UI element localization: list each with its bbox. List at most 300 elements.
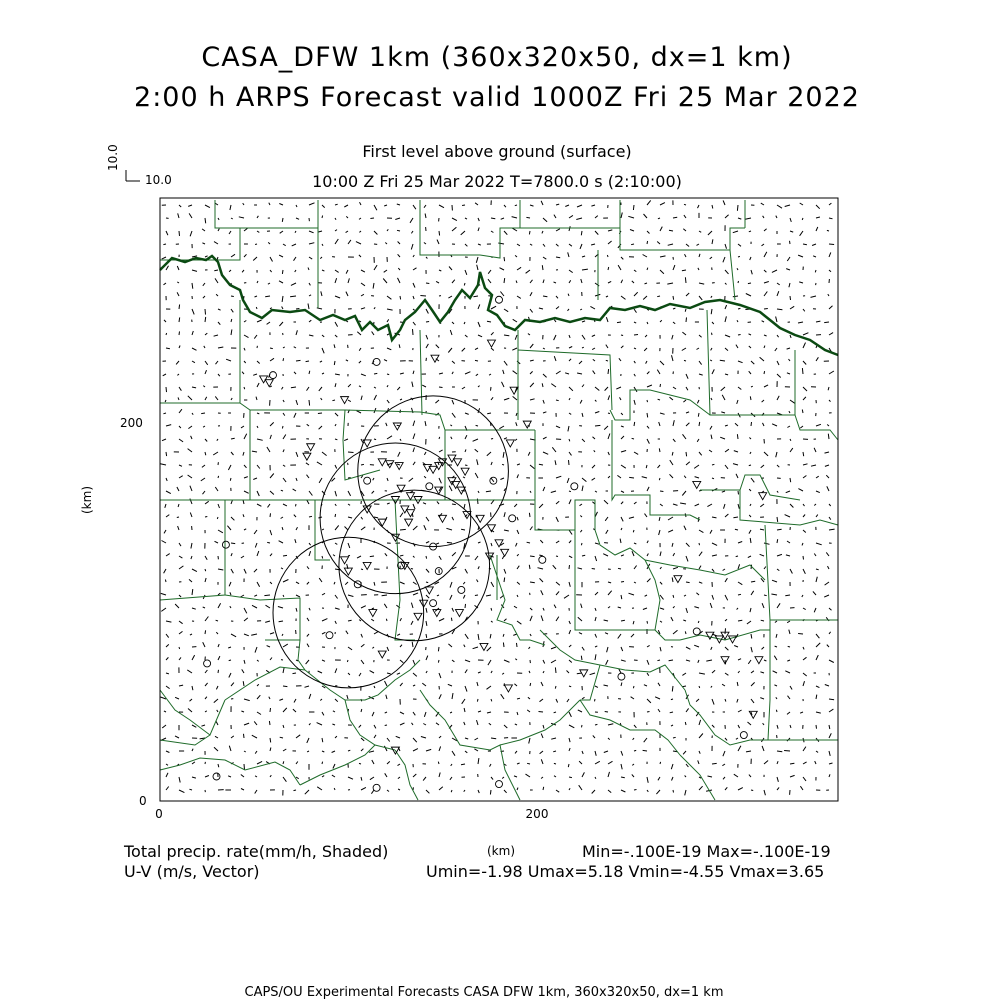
wind-vector-arrow bbox=[515, 724, 517, 725]
wind-vector-arrow bbox=[595, 231, 598, 235]
wind-vector-arrow bbox=[595, 654, 596, 660]
wind-vector-arrow bbox=[216, 361, 219, 364]
wind-vector-arrow bbox=[228, 776, 231, 777]
wind-vector-arrow bbox=[539, 504, 543, 508]
wind-vector-arrow bbox=[319, 478, 322, 483]
wind-vector-arrow bbox=[541, 590, 543, 595]
wind-vector-arrow bbox=[270, 308, 272, 309]
wind-vector-arrow bbox=[465, 270, 467, 275]
wind-vector-arrow bbox=[671, 764, 673, 769]
wind-vector-arrow bbox=[423, 503, 426, 504]
wind-vector-arrow bbox=[371, 790, 374, 794]
wind-vector-arrow bbox=[568, 764, 569, 767]
wind-vector-arrow bbox=[424, 452, 426, 455]
wind-vector-arrow bbox=[257, 491, 259, 496]
wind-vector-arrow bbox=[213, 452, 218, 455]
wind-vector-arrow bbox=[542, 231, 543, 233]
wind-vector-arrow bbox=[803, 569, 805, 574]
wind-vector-arrow bbox=[595, 608, 596, 611]
wind-vector-arrow bbox=[517, 474, 519, 478]
wind-vector-arrow bbox=[595, 686, 598, 687]
wind-vector-arrow bbox=[257, 582, 260, 587]
wind-vector-arrow bbox=[699, 686, 700, 688]
wind-vector-arrow bbox=[166, 751, 169, 753]
wind-vector-arrow bbox=[192, 309, 194, 314]
wind-vector-arrow bbox=[530, 582, 535, 583]
wind-vector-arrow bbox=[307, 387, 310, 391]
wind-vector-arrow bbox=[621, 790, 625, 792]
county-boundaries bbox=[160, 200, 838, 800]
wind-vector-arrow bbox=[413, 434, 415, 440]
wind-vector-arrow bbox=[426, 283, 429, 284]
wind-vector-arrow bbox=[488, 279, 491, 283]
wind-vector-arrow bbox=[816, 577, 817, 582]
wind-vector-arrow bbox=[590, 673, 595, 675]
wind-vector-arrow bbox=[252, 451, 257, 452]
wind-vector-arrow bbox=[502, 673, 504, 674]
wind-vector-arrow bbox=[374, 725, 376, 728]
wind-vector-arrow bbox=[699, 552, 702, 556]
wind-vector-arrow bbox=[361, 283, 365, 286]
wind-vector-arrow bbox=[282, 296, 283, 302]
wind-vector-arrow bbox=[723, 569, 725, 571]
wind-vector-arrow bbox=[452, 361, 455, 364]
wind-vector-arrow bbox=[660, 647, 661, 651]
wind-vector-arrow bbox=[647, 439, 649, 444]
wind-vector-arrow bbox=[411, 569, 413, 570]
wind-vector-arrow bbox=[605, 712, 608, 713]
wind-vector-arrow bbox=[439, 205, 444, 208]
wind-vector-arrow bbox=[526, 217, 530, 218]
wind-vector-arrow bbox=[166, 348, 170, 349]
wind-vector-arrow bbox=[632, 774, 634, 777]
wind-vector-arrow bbox=[192, 655, 195, 660]
wind-vector-arrow bbox=[517, 554, 519, 556]
wind-vector-arrow bbox=[569, 347, 572, 349]
wind-vector-arrow bbox=[785, 205, 790, 207]
wind-vector-arrow bbox=[777, 396, 779, 400]
wind-vector-arrow bbox=[725, 647, 728, 650]
wind-vector-arrow bbox=[478, 758, 479, 764]
wind-vector-arrow bbox=[464, 322, 465, 324]
wind-vector-arrow bbox=[777, 491, 778, 493]
wind-vector-arrow bbox=[478, 228, 479, 232]
wind-vector-arrow bbox=[671, 725, 673, 726]
wind-vector-arrow bbox=[187, 670, 192, 673]
wind-vector-arrow bbox=[827, 645, 829, 647]
wind-vector-arrow bbox=[517, 595, 518, 597]
wind-vector-arrow bbox=[422, 683, 426, 686]
wind-vector-arrow bbox=[436, 543, 439, 544]
wind-vector-arrow bbox=[686, 244, 689, 247]
wind-vector-arrow bbox=[244, 634, 249, 636]
station-triangle-icon bbox=[504, 685, 512, 692]
wind-vector-arrow bbox=[621, 517, 623, 521]
wind-vector-arrow bbox=[617, 475, 621, 478]
wind-vector-arrow bbox=[647, 699, 651, 703]
station-circle-icon bbox=[326, 632, 333, 639]
wind-vector-arrow bbox=[673, 790, 674, 793]
wind-vector-arrow bbox=[413, 448, 415, 453]
wind-vector-arrow bbox=[387, 436, 392, 439]
wind-vector-arrow bbox=[634, 582, 636, 583]
wind-vector-arrow bbox=[725, 628, 726, 634]
wind-vector-arrow bbox=[660, 384, 661, 387]
precip-field-label: Total precip. rate(mm/h, Shaded) bbox=[124, 842, 389, 861]
wind-vector-arrow bbox=[387, 309, 393, 310]
wind-vector-arrow bbox=[504, 438, 507, 439]
wind-vector-arrow bbox=[452, 413, 455, 418]
wind-vector-arrow bbox=[166, 621, 171, 622]
wind-vector-arrow bbox=[803, 762, 807, 764]
wind-vector-arrow bbox=[487, 647, 491, 651]
wind-vector-arrow bbox=[257, 695, 260, 699]
wind-vector-arrow bbox=[684, 526, 686, 530]
wind-vector-arrow bbox=[452, 218, 457, 221]
wind-vector-arrow bbox=[695, 504, 699, 506]
wind-vector-arrow bbox=[490, 764, 492, 767]
wind-vector-arrow bbox=[699, 231, 701, 232]
wind-vector-arrow bbox=[777, 291, 779, 296]
wind-vector-arrow bbox=[699, 673, 705, 674]
wind-vector-arrow bbox=[500, 268, 505, 270]
wind-vector-arrow bbox=[321, 398, 322, 400]
wind-vector-arrow bbox=[604, 620, 608, 621]
wind-vector-arrow bbox=[452, 751, 455, 756]
wind-vector-arrow bbox=[504, 205, 506, 207]
wind-vector-arrow bbox=[647, 712, 650, 713]
credit-line: CAPS/OU Experimental Forecasts CASA DFW 1km, 360x320x50, dx=1 km bbox=[244, 985, 724, 1000]
wind-vector-arrow bbox=[359, 348, 361, 351]
wind-vector-arrow bbox=[451, 618, 452, 621]
wind-vector-arrow bbox=[540, 699, 544, 702]
wind-vector-arrow bbox=[569, 452, 572, 455]
station-circle-icon bbox=[539, 556, 546, 563]
wind-vector-arrow bbox=[684, 204, 686, 205]
wind-vector-arrow bbox=[322, 776, 324, 777]
wind-vector-arrow bbox=[556, 257, 560, 258]
wind-vector-arrow bbox=[543, 348, 545, 349]
wind-vector-arrow bbox=[738, 725, 740, 728]
wind-vector-arrow bbox=[188, 449, 192, 452]
wind-vector-arrow bbox=[750, 257, 751, 260]
wind-vector-arrow bbox=[309, 320, 311, 322]
wind-vector-arrow bbox=[229, 270, 231, 272]
wind-vector-arrow bbox=[725, 787, 727, 790]
wind-vector-arrow bbox=[540, 540, 543, 543]
wind-vector-arrow bbox=[825, 465, 829, 466]
wind-vector-arrow bbox=[486, 595, 491, 596]
wind-vector-arrow bbox=[750, 504, 751, 506]
wind-vector-arrow bbox=[397, 634, 400, 635]
wind-vector-arrow bbox=[322, 270, 324, 271]
wind-vector-arrow bbox=[491, 387, 492, 391]
wind-vector-arrow bbox=[178, 213, 179, 218]
wind-vector-arrow bbox=[592, 478, 595, 480]
wind-vector-arrow bbox=[790, 231, 793, 232]
wind-vector-arrow bbox=[542, 383, 543, 387]
wind-vector-arrow bbox=[374, 517, 378, 518]
wind-vector-arrow bbox=[685, 776, 686, 778]
wind-vector-arrow bbox=[618, 634, 621, 639]
wind-vector-arrow bbox=[228, 465, 231, 470]
wind-vector-arrow bbox=[723, 257, 725, 262]
wind-vector-arrow bbox=[736, 738, 738, 739]
wind-vector-arrow bbox=[829, 252, 831, 257]
station-triangle-icon bbox=[378, 651, 386, 658]
wind-vector-arrow bbox=[257, 684, 259, 686]
wind-vector-arrow bbox=[244, 751, 246, 752]
wind-vector-arrow bbox=[385, 243, 387, 245]
wind-vector-arrow bbox=[660, 621, 662, 622]
station-circle-icon bbox=[222, 541, 229, 548]
wind-vector-arrow bbox=[348, 543, 350, 548]
wind-vector-arrow bbox=[556, 501, 559, 504]
wind-vector-arrow bbox=[217, 517, 218, 519]
wind-vector-arrow bbox=[348, 400, 351, 402]
wind-vector-arrow bbox=[465, 449, 466, 452]
wind-vector-arrow bbox=[269, 721, 270, 725]
wind-vector-arrow bbox=[530, 309, 533, 312]
wind-vector-arrow bbox=[738, 218, 741, 219]
wind-vector-arrow bbox=[816, 543, 822, 545]
wind-vector-arrow bbox=[319, 426, 322, 429]
wind-vector-arrow bbox=[166, 787, 169, 791]
wind-vector-arrow bbox=[711, 435, 712, 439]
wind-vector-arrow bbox=[764, 371, 765, 374]
observation-stations bbox=[204, 296, 767, 791]
wind-vector-arrow bbox=[179, 777, 180, 783]
wind-vector-arrow bbox=[227, 526, 231, 530]
wind-vector-arrow bbox=[242, 270, 244, 272]
wind-vector-arrow bbox=[699, 582, 702, 583]
wind-vector-arrow bbox=[166, 387, 167, 392]
wind-vector-arrow bbox=[777, 554, 782, 556]
wind-vector-arrow bbox=[803, 681, 805, 686]
wind-vector-arrow bbox=[491, 543, 492, 546]
wind-vector-arrow bbox=[335, 296, 340, 298]
wind-vector-arrow bbox=[439, 270, 441, 271]
wind-vector-arrow bbox=[698, 660, 699, 663]
wind-vector-arrow bbox=[426, 335, 428, 339]
wind-vector-arrow bbox=[777, 569, 779, 571]
wind-vector-arrow bbox=[829, 699, 834, 700]
wind-vector-arrow bbox=[556, 204, 559, 205]
station-circle-icon bbox=[426, 483, 433, 490]
wind-vector-arrow bbox=[165, 580, 166, 583]
wind-vector-arrow bbox=[725, 595, 728, 600]
wind-vector-arrow bbox=[829, 371, 834, 374]
wind-vector-arrow bbox=[478, 491, 479, 493]
wind-vector-arrow bbox=[762, 647, 765, 649]
wind-vector-arrow bbox=[231, 296, 234, 297]
wind-vector-arrow bbox=[439, 387, 443, 388]
wind-vector-arrow bbox=[384, 604, 387, 608]
wind-vector-arrow bbox=[191, 543, 192, 549]
wind-vector-arrow bbox=[307, 751, 309, 752]
station-triangle-icon bbox=[406, 510, 414, 517]
wind-vector-arrow bbox=[760, 357, 764, 361]
wind-vector-arrow bbox=[229, 231, 231, 234]
wind-vector-arrow bbox=[423, 724, 426, 726]
wind-vector-arrow bbox=[605, 387, 608, 391]
wind-vector-arrow bbox=[761, 620, 764, 621]
wind-vector-arrow bbox=[268, 504, 271, 507]
wind-vector-arrow bbox=[515, 439, 517, 441]
wind-vector-arrow bbox=[541, 734, 543, 739]
wind-vector-arrow bbox=[214, 747, 218, 751]
wind-vector-arrow bbox=[789, 411, 790, 413]
wind-vector-arrow bbox=[346, 292, 348, 296]
wind-vector-arrow bbox=[257, 281, 258, 283]
wind-vector-arrow bbox=[556, 517, 558, 522]
wind-vector-arrow bbox=[205, 205, 210, 208]
wind-vector-arrow bbox=[660, 270, 664, 274]
wind-vector-arrow bbox=[176, 361, 179, 364]
wind-vector-arrow bbox=[461, 529, 465, 530]
wind-vector-arrow bbox=[361, 787, 366, 790]
wind-vector-arrow bbox=[487, 686, 492, 689]
wind-vector-arrow bbox=[279, 621, 283, 622]
wind-vector-arrow bbox=[660, 595, 664, 599]
wind-vector-arrow bbox=[426, 671, 427, 673]
wind-vector-arrow bbox=[764, 567, 766, 570]
wind-vector-arrow bbox=[449, 267, 452, 271]
wind-vector-arrow bbox=[669, 660, 673, 661]
wind-vector-arrow bbox=[322, 751, 324, 752]
wind-vector-arrow bbox=[551, 647, 556, 649]
wind-vector-arrow bbox=[439, 437, 440, 439]
wind-vector-arrow bbox=[503, 452, 504, 458]
wind-vector-arrow bbox=[657, 370, 660, 374]
wind-vector-arrow bbox=[283, 668, 284, 673]
wind-vector-arrow bbox=[660, 567, 662, 569]
wind-vector-arrow bbox=[569, 541, 571, 544]
wind-vector-arrow bbox=[608, 267, 609, 270]
wind-vector-arrow bbox=[569, 491, 571, 492]
wind-vector-arrow bbox=[335, 322, 338, 327]
wind-vector-arrow bbox=[502, 777, 504, 779]
wind-vector-arrow bbox=[816, 227, 818, 231]
wind-vector-arrow bbox=[543, 257, 546, 259]
wind-vector-arrow bbox=[790, 439, 791, 441]
wind-vector-arrow bbox=[829, 763, 833, 764]
wind-vector-arrow bbox=[478, 218, 479, 221]
wind-vector-arrow bbox=[320, 257, 322, 259]
wind-vector-arrow bbox=[478, 335, 482, 337]
wind-vector-arrow bbox=[489, 374, 491, 375]
wind-vector-arrow bbox=[205, 361, 208, 365]
wind-vector-arrow bbox=[244, 434, 247, 439]
wind-vector-arrow bbox=[803, 361, 806, 365]
wind-vector-arrow bbox=[189, 579, 192, 582]
wind-vector-arrow bbox=[607, 255, 608, 257]
wind-vector-arrow bbox=[633, 738, 634, 740]
wind-vector-arrow bbox=[283, 555, 287, 556]
wind-vector-arrow bbox=[307, 566, 309, 569]
wind-vector-arrow bbox=[777, 529, 782, 530]
wind-vector-arrow bbox=[177, 282, 179, 283]
wind-vector-arrow bbox=[593, 437, 596, 439]
wind-vector-arrow bbox=[578, 710, 582, 712]
wind-vector-arrow bbox=[487, 413, 491, 414]
wind-vector-arrow bbox=[647, 385, 652, 387]
wind-vector-arrow bbox=[720, 437, 725, 439]
station-triangle-icon bbox=[431, 355, 439, 362]
wind-vector-arrow bbox=[608, 434, 610, 440]
wind-vector-arrow bbox=[322, 348, 324, 353]
wind-vector-arrow bbox=[413, 421, 415, 426]
wind-vector-arrow bbox=[829, 244, 834, 245]
wind-vector-arrow bbox=[569, 686, 571, 687]
wind-vector-arrow bbox=[591, 205, 595, 206]
wind-vector-arrow bbox=[592, 465, 595, 468]
wind-vector-arrow bbox=[335, 736, 337, 738]
wind-vector-arrow bbox=[580, 530, 582, 532]
wind-vector-arrow bbox=[231, 438, 235, 439]
wind-vector-arrow bbox=[569, 738, 570, 742]
wind-vector-arrow bbox=[348, 595, 353, 597]
wind-vector-arrow bbox=[307, 500, 309, 504]
wind-vector-arrow bbox=[387, 385, 388, 387]
wind-vector-arrow bbox=[423, 777, 426, 781]
wind-vector-arrow bbox=[348, 686, 351, 687]
wind-vector-arrow bbox=[282, 218, 283, 222]
wind-vector-arrow bbox=[517, 643, 518, 647]
wind-vector-arrow bbox=[556, 426, 560, 428]
wind-vector-arrow bbox=[582, 751, 583, 754]
wind-vector-arrow bbox=[784, 751, 790, 752]
wind-vector-arrow bbox=[542, 265, 543, 270]
wind-vector-arrow bbox=[281, 568, 283, 569]
wind-vector-arrow bbox=[592, 335, 595, 337]
wind-vector-arrow bbox=[826, 475, 829, 478]
wind-vector-arrow bbox=[257, 712, 261, 715]
wind-vector-arrow bbox=[192, 686, 193, 690]
wind-vector-arrow bbox=[309, 203, 315, 205]
wind-vector-arrow bbox=[712, 205, 713, 209]
wind-vector-arrow bbox=[344, 439, 348, 441]
station-triangle-icon bbox=[406, 493, 414, 500]
wind-vector-arrow bbox=[803, 657, 807, 660]
wind-vector-arrow bbox=[554, 356, 556, 361]
wind-vector-arrow bbox=[192, 589, 193, 595]
wind-vector-arrow bbox=[621, 777, 625, 778]
wind-vector-arrow bbox=[270, 633, 274, 634]
wind-vector-arrow bbox=[335, 413, 338, 416]
wind-vector-arrow bbox=[490, 634, 491, 638]
wind-vector-arrow bbox=[370, 218, 374, 219]
wind-vector-arrow bbox=[283, 413, 285, 416]
wind-vector-arrow bbox=[699, 751, 700, 754]
wind-vector-arrow bbox=[269, 203, 270, 205]
station-circle-icon bbox=[204, 660, 211, 667]
wind-vector-arrow bbox=[816, 321, 820, 322]
wind-vector-arrow bbox=[803, 333, 808, 335]
wind-vector-arrow bbox=[218, 764, 219, 767]
wind-vector-arrow bbox=[581, 231, 582, 235]
wind-vector-arrow bbox=[291, 283, 296, 285]
wind-vector-arrow bbox=[478, 244, 481, 245]
wind-vector-arrow bbox=[347, 660, 348, 662]
wind-vector-arrow bbox=[803, 504, 805, 506]
wind-vector-arrow bbox=[749, 489, 751, 491]
x-axis-unit: (km) bbox=[486, 844, 516, 858]
wind-vector-arrow bbox=[307, 582, 309, 584]
wind-vector-arrow bbox=[309, 723, 311, 725]
wind-vector-arrow bbox=[283, 504, 287, 506]
wind-vector-arrow bbox=[582, 256, 585, 257]
